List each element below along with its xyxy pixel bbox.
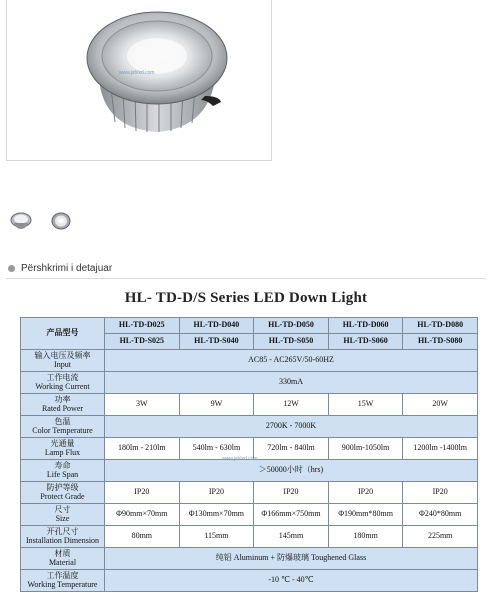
bullet-icon: [8, 265, 15, 272]
value-cell: 540lm - 630lm: [179, 438, 254, 460]
row-label: 防护等级 Protect Grade: [21, 482, 105, 504]
spec-watermark: www.jshlxd.com: [222, 456, 258, 462]
model-cell: HL-TD-S050: [254, 334, 329, 350]
product-main-image[interactable]: [6, 0, 272, 161]
value-cell: 720lm - 840lm: [254, 438, 329, 460]
value-cell: 3W: [105, 394, 180, 416]
model-cell: HL-TD-D060: [328, 318, 403, 334]
value-cell: 20W: [403, 394, 478, 416]
downlight-thumb-icon: [49, 211, 73, 231]
value-cell: Φ166mm×750mm: [254, 504, 329, 526]
image-watermark: www.jshlxd.com: [119, 70, 155, 76]
merged-value: ＞50000小时（hrs): [105, 460, 478, 482]
table-row: [21, 372, 478, 394]
merged-value: -10 ℃ - 40℃: [105, 570, 478, 592]
model-cell: HL-TD-S025: [105, 334, 180, 350]
row-label: 工作温度 Working Temperature: [21, 570, 105, 592]
value-cell: Φ90mm×70mm: [105, 504, 180, 526]
value-cell: IP20: [179, 482, 254, 504]
value-cell: IP20: [105, 482, 180, 504]
table-row: [21, 350, 478, 372]
value-cell: 1200lm -1400lm: [403, 438, 478, 460]
thumbnail-strip: [8, 210, 74, 232]
value-cell: 115mm: [179, 526, 254, 548]
value-cell: 9W: [179, 394, 254, 416]
row-label: 输入电压及频率 Input: [21, 350, 105, 372]
table-row: [21, 526, 478, 548]
table-row: [21, 416, 478, 438]
value-cell: IP20: [254, 482, 329, 504]
model-label: 产品型号: [21, 318, 105, 350]
value-cell: 12W: [254, 394, 329, 416]
thumbnail-1[interactable]: [8, 210, 34, 232]
model-cell: HL-TD-S040: [179, 334, 254, 350]
table-row: [21, 504, 478, 526]
value-cell: Φ190mm*80mm: [328, 504, 403, 526]
value-cell: IP20: [328, 482, 403, 504]
value-cell: 180mm: [328, 526, 403, 548]
value-cell: 80mm: [105, 526, 180, 548]
row-label: 功率 Rated Power: [21, 394, 105, 416]
table-row: [21, 318, 478, 334]
table-row: [21, 482, 478, 504]
row-label: 尺寸 Size: [21, 504, 105, 526]
value-cell: 15W: [328, 394, 403, 416]
table-row: [21, 460, 478, 482]
downlight-thumb-icon: [9, 211, 33, 231]
merged-value: 纯铝 Aluminum + 防爆玻璃 Toughened Glass: [105, 548, 478, 570]
table-row: [21, 548, 478, 570]
model-cell: HL-TD-D040: [179, 318, 254, 334]
section-label: Përshkrimi i detajuar: [21, 262, 113, 274]
value-cell: Φ240*80mm: [403, 504, 478, 526]
spec-sheet: [6, 284, 486, 600]
value-cell: 145mm: [254, 526, 329, 548]
detailed-description-header[interactable]: [6, 258, 486, 279]
row-label: 工作电流 Working Current: [21, 372, 105, 394]
row-label: 光通量 Lamp Flux: [21, 438, 105, 460]
table-row: [21, 394, 478, 416]
merged-value: AC85 - AC265V/50-60HZ: [105, 350, 478, 372]
spec-table: [20, 317, 478, 592]
thumbnail-2[interactable]: [48, 210, 74, 232]
row-label: 寿命 Life Span: [21, 460, 105, 482]
model-cell: HL-TD-D025: [105, 318, 180, 334]
merged-value: 2700K - 7000K: [105, 416, 478, 438]
value-cell: IP20: [403, 482, 478, 504]
row-label: 开孔尺寸 Installation Dimension: [21, 526, 105, 548]
model-cell: HL-TD-S080: [403, 334, 478, 350]
table-row: [21, 570, 478, 592]
value-cell: 180lm - 210lm: [105, 438, 180, 460]
spec-title: HL- TD-D/S Series LED Down Light: [124, 290, 368, 306]
model-cell: HL-TD-D050: [254, 318, 329, 334]
row-label: 色温 Color Temperature: [21, 416, 105, 438]
model-cell: HL-TD-D080: [403, 318, 478, 334]
value-cell: 225mm: [403, 526, 478, 548]
value-cell: Φ130mm×70mm: [179, 504, 254, 526]
merged-value: 330mA: [105, 372, 478, 394]
value-cell: 900lm-1050lm: [328, 438, 403, 460]
row-label: 材质 Material: [21, 548, 105, 570]
downlight-illustration: [7, 0, 271, 160]
model-cell: HL-TD-S060: [328, 334, 403, 350]
